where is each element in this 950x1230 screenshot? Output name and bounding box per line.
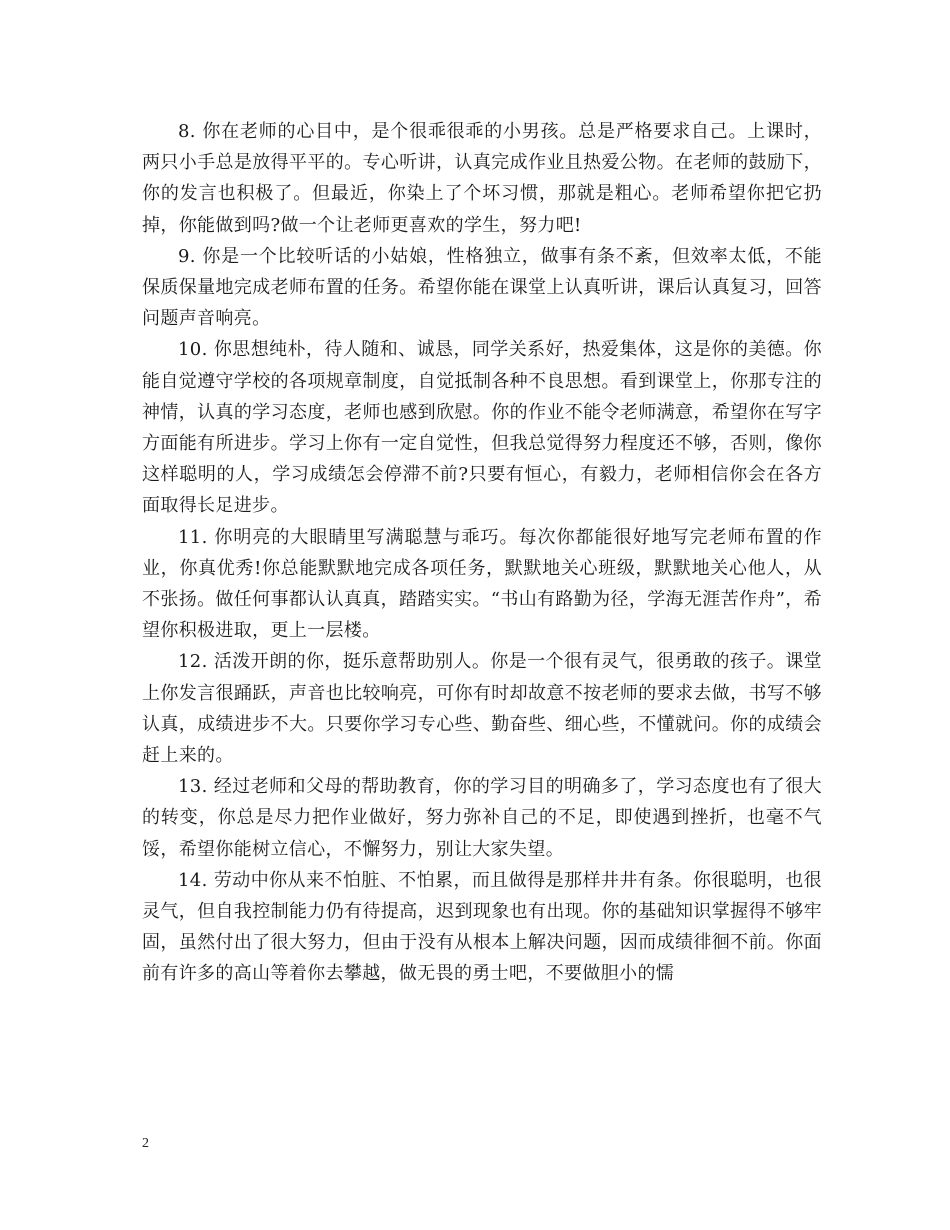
page-number: 2 xyxy=(142,1136,149,1151)
comment-paragraph-13: 13. 经过老师和父母的帮助教育，你的学习目的明确多了，学习态度也有了很大的转变，你总是尽力把作业做好，努力弥补自己的不足，即使遇到挫折，也毫不气馁，希望你能树立信心，不懈努力，别让大家失望。 xyxy=(142,776,822,860)
comment-paragraph-8: 8. 你在老师的心目中，是个很乖很乖的小男孩。总是严格要求自己。上课时，两只小手总是放得平平的。专心听讲，认真完成作业且热爱公物。在老师的鼓励下，你的发言也积极了。但最近，你染上了个坏习惯，那就是粗心。老师希望你把它扔掉，你能做到吗?做一个让老师更喜欢的学生，努力吧! xyxy=(142,121,822,236)
comment-paragraph-12: 12. 活泼开朗的你，挺乐意帮助别人。你是一个很有灵气，很勇敢的孩子。课堂上你发言很踊跃，声音也比较响亮，可你有时却故意不按老师的要求去做，书写不够认真，成绩进步不大。只要你学习专心些、勤奋些、细心些，不懂就问。你的成绩会赶上来的。 xyxy=(142,651,822,767)
comment-paragraph-10: 10. 你思想纯朴，待人随和、诚恳，同学关系好，热爱集体，这是你的美德。你能自觉遵守学校的各项规章制度，自觉抵制各种不良思想。看到课堂上，你那专注的神情，认真的学习态度，老师也感到欣慰。你的作业不能令老师满意，希望你在写字方面能有所进步。学习上你有一定自觉性，但我总觉得努力程度还不够，否则，像你这样聪明的人，学习成绩怎会停滞不前?只要有恒心，有毅力，老师相信你会在各方面取得长足进步。 xyxy=(142,339,822,517)
comment-paragraph-9: 9. 你是一个比较听话的小姑娘，性格独立，做事有条不紊，但效率太低，不能保质保量地完成老师布置的任务。希望你能在课堂上认真听讲，课后认真复习，回答问题声音响亮。 xyxy=(142,245,822,330)
comment-paragraph-14: 14. 劳动中你从来不怕脏、不怕累，而且做得是那样井井有条。你很聪明，也很灵气，但自我控制能力仍有待提高，迟到现象也有出现。你的基础知识掌握得不够牢固，虽然付出了很大努力，但由于没有从根本上解决问题，因而成绩徘徊不前。你面前有许多的高山等着你去攀越，做无畏的勇士吧，不要做胆小的懦 xyxy=(142,869,822,985)
comment-paragraph-11: 11. 你明亮的大眼睛里写满聪慧与乖巧。每次你都能很好地写完老师布置的作业，你真优秀!你总能默默地完成各项任务，默默地关心班级，默默地关心他人，从不张扬。做任何事都认认真真，踏踏实实。“书山有路勤为径，学海无涯苦作舟”，希望你积极进取，更上一层楼。 xyxy=(142,526,822,642)
document-body xyxy=(142,116,822,990)
